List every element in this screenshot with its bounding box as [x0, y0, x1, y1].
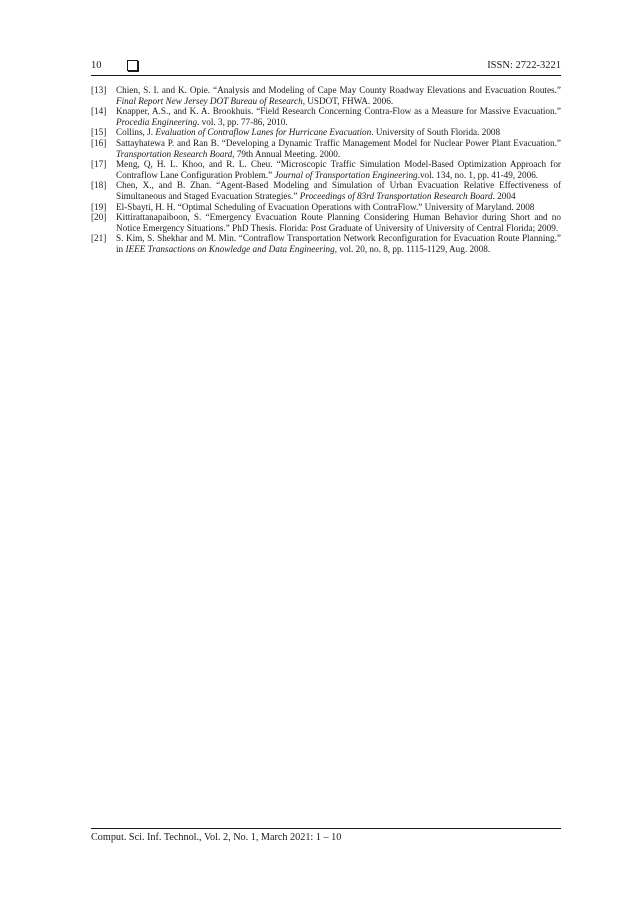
reference-text-part: , 79th Annual Meeting. 2000.: [232, 148, 341, 159]
reference-text-part: Sattayhatewa P. and Ran B. “Developing a Dynamic Traffic Management Model for Nuclear Power Plant Evacuation.”: [116, 137, 561, 148]
reference-item: [91, 212, 561, 233]
reference-text-part: Chien, S. I. and K. Opie. “Analysis and Modeling of Cape May County Roadway Elevations and Evacuation Routes.”: [116, 85, 561, 95]
reference-text-part: Collins, J.: [116, 127, 156, 138]
reference-text: [116, 233, 561, 254]
reference-source-title: Journal of Transportation Engineering: [274, 169, 418, 180]
reference-text-part: . 2004: [492, 190, 516, 201]
reference-text: [116, 180, 561, 201]
reference-item: [91, 159, 561, 180]
reference-number: [14]: [91, 106, 107, 117]
reference-text: [116, 127, 561, 138]
reference-item: [91, 138, 561, 159]
reference-list: [91, 85, 561, 255]
page-header: [91, 58, 561, 74]
reference-text: [116, 85, 561, 106]
reference-item: [91, 106, 561, 127]
issn: ISSN: 2722-3221: [487, 60, 561, 71]
reference-text: [116, 159, 561, 180]
reference-number: [20]: [91, 212, 107, 223]
reference-source-title: Proceedings of 83rd Transportation Research Board: [299, 190, 493, 201]
reference-text-part: , USDOT, FHWA. 2006.: [302, 95, 394, 106]
reference-text-part: Meng, Q, H. L. Khoo, and R. L. Cheu. “Microscopic Traffic Simulation Model-Based Optimization Approach for Contraflow Lane Configuration Problem.”: [116, 159, 561, 180]
reference-number: [18]: [91, 180, 107, 191]
reference-number: [21]: [91, 233, 107, 244]
reference-item: [91, 233, 561, 254]
square-box-icon: [127, 60, 138, 71]
page-number: 10: [91, 60, 102, 71]
reference-text-part: , vol. 20, no. 8, pp. 1115-1129, Aug. 2008.: [334, 243, 491, 254]
reference-number: [17]: [91, 159, 107, 170]
reference-text: [116, 106, 561, 127]
reference-number: [13]: [91, 85, 107, 95]
reference-text: [116, 212, 561, 233]
header-rule: [91, 75, 561, 76]
reference-source-title: Final Report New Jersey DOT Bureau of Research: [116, 95, 303, 106]
reference-text: [116, 202, 561, 213]
reference-item: [91, 202, 561, 213]
reference-source-title: Evaluation of Contraflow Lanes for Hurricane Evacuation: [155, 127, 372, 138]
reference-item: [91, 85, 561, 106]
reference-text-part: . vol. 3, pp. 77-86, 2010.: [197, 116, 288, 127]
reference-source-title: Transportation Research Board: [116, 148, 233, 159]
reference-text-part: . University of South Florida. 2008: [371, 127, 501, 138]
reference-text-part: El-Sbayti, H. H. “Optimal Scheduling of Evacuation Operations with ContraFlow.” University of Maryland. 2008: [116, 201, 535, 212]
reference-number: [19]: [91, 201, 107, 212]
reference-number: [16]: [91, 137, 107, 148]
reference-text-part: Kittirattanapaiboon, S. “Emergency Evacuation Route Planning Considering Human Behavior during Short and no Notice Emergency Situations.” PhD Thesis. Florida: Post Graduate of University of University of Central Florida; 2009.: [116, 212, 561, 233]
reference-source-title: IEEE Transactions on Knowledge and Data Engineering: [125, 243, 335, 254]
footer-citation: Comput. Sci. Inf. Technol., Vol. 2, No. 1, March 2021: 1 – 10: [91, 832, 342, 843]
reference-number: [15]: [91, 127, 107, 138]
reference-text-part: S. Kim, S. Shekhar and M. Min. “Contraflow Transportation Network Reconfiguration for Evacuation Route Planning.” in: [116, 233, 561, 254]
reference-text: [116, 138, 561, 159]
reference-item: [91, 127, 561, 138]
reference-item: [91, 180, 561, 201]
reference-source-title: Procedia Engineering: [116, 116, 198, 127]
reference-text-part: .vol. 134, no. 1, pp. 41-49, 2006.: [417, 169, 539, 180]
reference-text-part: Knapper, A.S., and K. A. Brookhuis. “Field Research Concerning Contra-Flow as a Measure for Massive Evacuation.”: [116, 106, 561, 117]
footer-rule: [91, 828, 561, 829]
reference-text-part: Chen, X., and B. Zhan. “Agent-Based Modeling and Simulation of Urban Evacuation Relative Effectiveness of Simultaneous and Staged Evacuation Strategies.”: [116, 180, 561, 201]
